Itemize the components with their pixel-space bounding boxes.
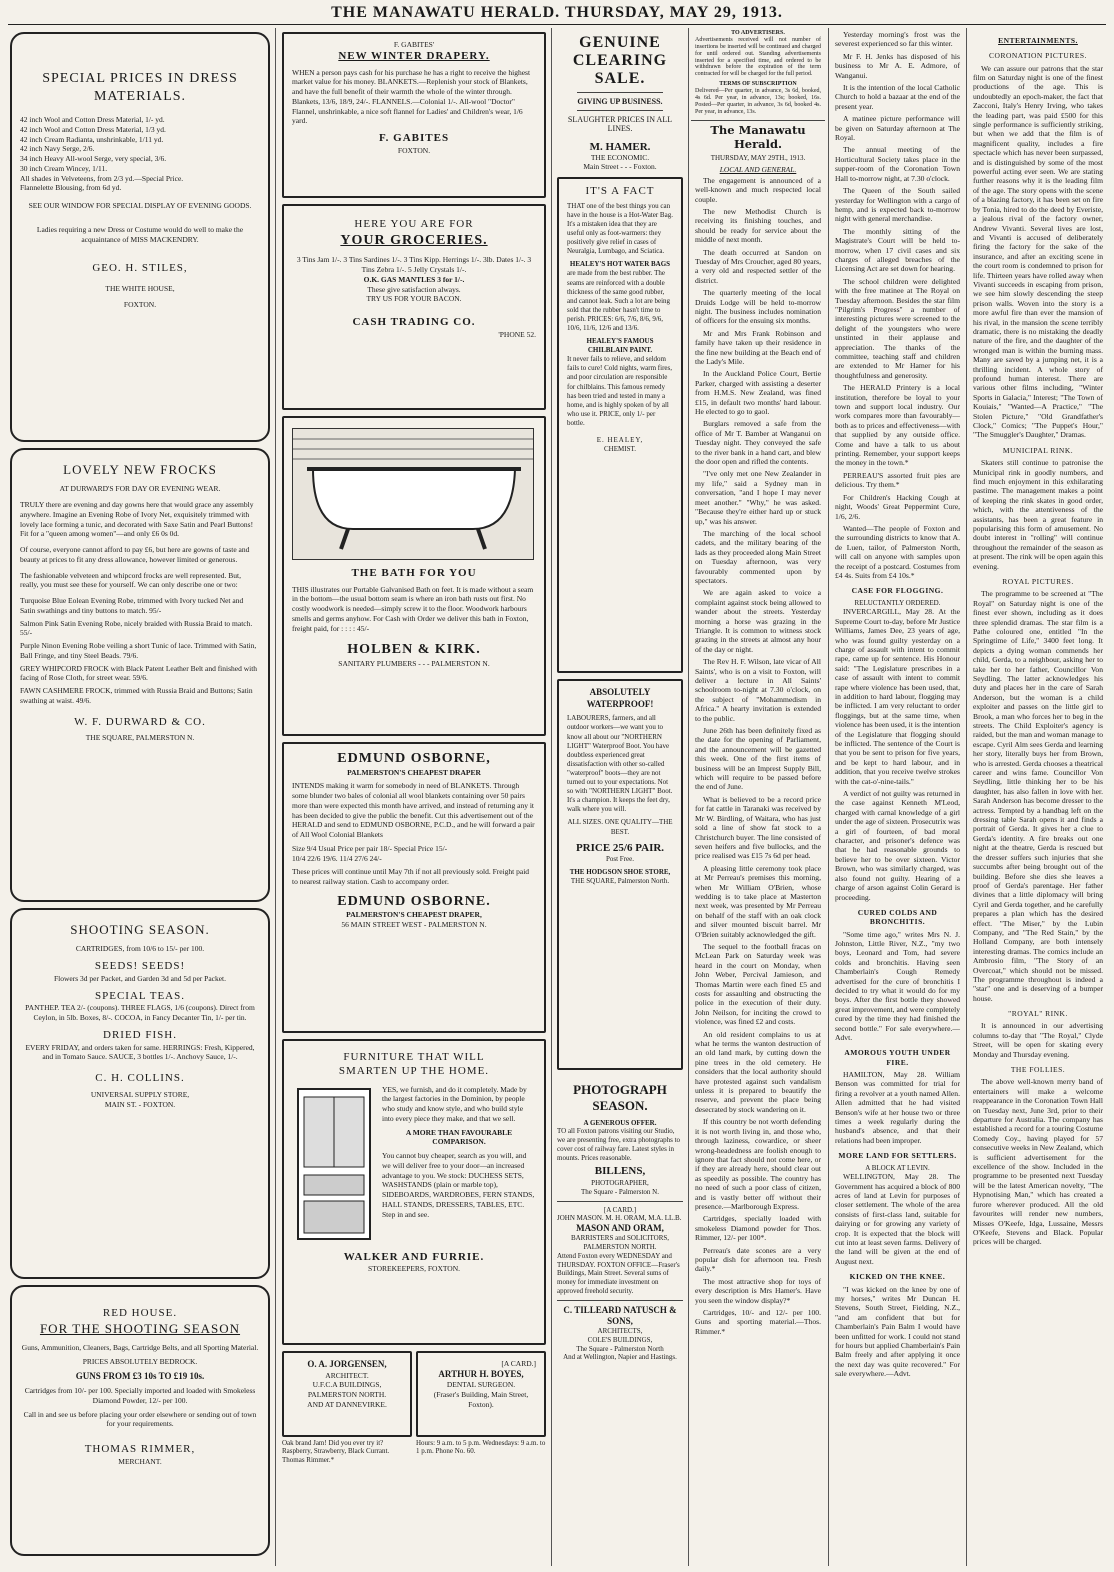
ad-rimmer bbox=[10, 1285, 270, 1556]
news-paragraph: PERREAU'S assorted fruit pies are delicious. Try them.* bbox=[835, 470, 960, 490]
ad-text: TRY US FOR YOUR BACON. bbox=[366, 294, 462, 304]
news-paragraph: The monthly sitting of the Magistrate's Court will be held to-morrow, when 17 civil cases and six charges of alleged breaches of the Licensing Act are set down for hearing. bbox=[835, 226, 960, 274]
shop-name: THE ECONOMIC. bbox=[590, 153, 650, 162]
news-paragraph: Mr F. H. Jenks has disposed of his business to Mr A. E. Admore, of Wanganui. bbox=[835, 51, 960, 80]
column-1 bbox=[8, 28, 272, 1566]
ad-cash-trading bbox=[282, 204, 546, 410]
town: FOXTON. bbox=[123, 299, 157, 309]
ad-text: Cartridges from 10/- per 100. Specially imported and loaded with Smokeless Diamond Powder, 12/- per 100. bbox=[24, 1386, 256, 1405]
paragraph: TRULY there are evening and day gowns here that would grace any assembly anywhere. Imagine an Evening Robe of Ivory Net, exquisitely trimmed with lovely lace forming a tunic, and decorated with Saxe Satin and Pearl Buttons! Fit for a "queen among women"—and only £6 0s 0d. bbox=[20, 500, 254, 539]
address: COLE'S BUILDINGS, bbox=[587, 1335, 653, 1344]
address: Main Street - - - Foxton. bbox=[583, 162, 657, 171]
list-item: 42 inch Wool and Cotton Dress Material, 1/3 yd. bbox=[20, 124, 166, 134]
column-6 bbox=[969, 28, 1107, 1566]
advertisers-notice bbox=[691, 28, 825, 118]
card-label: [A CARD.] bbox=[603, 1205, 637, 1214]
advertiser-name: HOLBEN & KIRK. bbox=[347, 642, 481, 658]
news-paragraph: What is believed to be a record price for fat cattle in Taranaki was received by Mr W. Birdling, of Waitara, who has just sold a line of show fat stock to a Christchurch buyer. The line consisted of seven heifers and five bullocks, and the price realised was £15 7s 6d per head. bbox=[695, 794, 821, 861]
address: THE SQUARE, Palmerston North. bbox=[570, 877, 670, 886]
list-item: 34 inch Heavy All-wool Serge, very special, 3/6. bbox=[20, 154, 167, 163]
ad-text: THIS illustrates our Portable Galvanised Bath on feet. It is made without a seam in the bottom—the usual bottom seam is where an iron bath rusts out first. No costly woodwork is needed—simply screw it to the floor. Woodwork harbours smells and germs anyhow. For Cash with Order we deliver this bath in Foxton, freight paid, for : : : : 45/- bbox=[292, 584, 534, 633]
card-label: [A CARD.] bbox=[501, 1359, 536, 1368]
ad-gabites bbox=[282, 32, 546, 198]
news-paragraph: Perreau's date scones are a very popular dish for afternoon tea. Fresh daily.* bbox=[695, 1245, 821, 1274]
ad-text: INTENDS making it warm for somebody in need of BLANKETS. Through some blunder two bales of colonial all wool blankets containing over 50 pairs more than were expected this month have arrived, and instead of returning any it has been decided to give the public the benefit. Cut this advertisement out of the HERALD and send to EDMUND OSBORNE, P.C.D., and he will forward a pair of All Wool Colonial Blankets bbox=[292, 781, 535, 839]
ad-subtitle: AT DURWARD'S FOR DAY OR EVENING WEAR. bbox=[59, 484, 221, 494]
news-paragraph: Cartridges, 10/- and 12/- per 100. Guns and sporting material.—Thos. Rimmer.* bbox=[695, 1308, 821, 1336]
ad-text: It never fails to relieve, and seldom fails to cure! Cold nights, warm fires, and poor circulation are responsible for chilblains. This famous remedy has been tried and tested in many a home, and is highly spoken of by all who use it. PRICE, only 1/- per bottle. bbox=[567, 355, 672, 427]
paper-title: The Manawatu Herald. bbox=[710, 122, 806, 151]
role: CHEMIST. bbox=[604, 445, 636, 454]
ad-title: ABSOLUTELY WATERPROOF! bbox=[586, 687, 654, 709]
address: And at Wellington, Napier and Hastings. bbox=[563, 1353, 677, 1362]
bathtub-illustration bbox=[292, 428, 534, 560]
ad-text: YES, we furnish, and do it completely. Made by the largest factories in the Dominion, by people who study and know style, and who build style into every piece they make, and that we sell. bbox=[382, 1084, 527, 1123]
role: ARCHITECTS, bbox=[597, 1327, 643, 1335]
column-divider bbox=[275, 28, 276, 1566]
sizes-line: ALL SIZES. ONE QUALITY—THE BEST. bbox=[567, 818, 673, 836]
article-text: "I was kicked on the knee by one of my horses," writes Mr Duncan H. Stevens, South Street, Fielding, N.Z., "and am confident that but for Chamberlain's Pain Balm I would have been unfitted for work. I could not stand for hours but applied Chamberlain's Pain Balm freely and after applying it once the next day was quite recovered." For sale everywhere.—Advt. bbox=[835, 1284, 960, 1379]
section-heading: DRIED FISH. bbox=[103, 1028, 177, 1041]
news-paragraph: An old resident complains to us at what he terms the wanton destruction of an old land mark, by cutting down the pine trees in the old cemetery. He considers that the local authority should have protested against such vandalism unless it is prepared to beautify the reserve, and prevent the place being desecrated by stock wandering on it. bbox=[695, 1029, 821, 1114]
article-text: We can assure our patrons that the star film on Saturday night is one of the finest productions of the age. This is undoubtedly an epoch-maker, the fact that Zacconi, Italy's Henry Irving, who takes the leading part, was paid £500 for this single performance is sufficiently striking, but when we add that the film is of magnificent quality, includes a fire spectacle which has never been surpassed, and is distinguished by some of the most powerful acting ever seen. We are stating further reasons why it is the leading film of the age. The story opens with the scene of a blazing factory, it has been set on fire by Tonia, hired to do the deed by Everiste, a jealous rival of the factory owner, Andrew Vivanti. Several lives are lost, and Vivanti is accused of deliberately firing the factory for the sake of the insurance, and after an exciting scene in the court room is condemned to prison for life. Thirteen years have rolled away when Vivanti succeeds in escaping from prison, we see him slowly descending the steep prison walls. Woven into the story is a more awful fire than ever the mansion of his rival, in the mansion the scene terribly dramatic, there is no mistaking the deadly nature of the fire, and the daughter of the wronged man is within the burning mass. Many are saved by a jumping net, it is a thrilling incident. A whole story of profound human interest. There are various other films including, "Winter Sports in Galacia," Interest; "The Town of Kouiais," "Wanted—A Practice," "The Stolen Picture," "Old Grandfather's Clock," Comics; "The Puppet's Hour," "The Smuggler's Daughter," Dramas. bbox=[973, 63, 1103, 440]
article-heading: "ROYAL" RINK. bbox=[1008, 1009, 1068, 1019]
news-paragraph: Yesterday morning's frost was the severest experienced so far this winter. bbox=[835, 30, 960, 49]
ad-title: RED HOUSE. bbox=[102, 1307, 178, 1319]
ad-text: THAT one of the best things you can have in the house is a Hot-Water Bag. It's a mistaken idea that they are useful only as foot-warmers: they positively give relief in cases of Neuralgia, Lumbago, and Sciatica. bbox=[567, 201, 673, 256]
ad-subheading: HEALEY'S FAMOUS CHILBLAIN PAINT. bbox=[586, 337, 654, 355]
list-item: Salmon Pink Satin Evening Robe, nicely braided with Russia Braid to match. 55/- bbox=[20, 618, 253, 638]
advertiser-name: W. F. DURWARD & CO. bbox=[74, 715, 206, 728]
advertiser-name: THOMAS RIMMER, bbox=[84, 1443, 196, 1456]
article-text: The above well-known merry band of entertainers will make a welcome reappearance in the Coronation Town Hall on Tuesday next, June 3rd, prior to their departure for Australia. The company has established a record for a touring Costume Comedy Coy., having played for 57 consecutive weeks in New Zealand, which is sufficient advertisement for the excellence of the show. Included in the programme to be presented next Tuesday will be the latest American novelty, "The Hypnotising Man," which has created a furore wherever produced. All the old favourites will render new numbers, Misses O'Keefe, Idga, Lussaine, Messrs O'Keefe, Stevens and Black. Popular prices will be charged. bbox=[973, 1077, 1103, 1247]
article-heading: MUNICIPAL RINK. bbox=[1002, 445, 1074, 455]
address: SANITARY PLUMBERS - - - PALMERSTON N. bbox=[338, 658, 490, 668]
ad-title: SPECIAL PRICES IN DRESS MATERIALS. bbox=[42, 71, 238, 104]
news-paragraph: The quarterly meeting of the local Druids Lodge will be held to-morrow night. The business includes nomination of officers for the ensuing six months. bbox=[695, 288, 821, 326]
role: BARRISTERS and SOLICITORS, PALMERSTON NORTH. bbox=[570, 1234, 670, 1251]
guns-line: GUNS FROM £3 10s TO £19 10s. bbox=[75, 1370, 205, 1381]
advertiser-name: E. HEALEY, bbox=[596, 436, 644, 444]
list-item: All shades in Velveteens, from 2/3 yd.—Special Price. bbox=[20, 173, 184, 183]
ad-text: TO all Foxton patrons visiting our Studio, we are presenting free, extra photographs to cover cost of railway fare. Latest styles in mounts. Prices reasonable. bbox=[557, 1127, 681, 1162]
article-text: Skaters still continue to patronise the Municipal rink in goodly numbers, and find much enjoyment in this exhilarating pastime. The management makes a point of keeping the rink skates in good order, which, with the attentiveness of the assistants, has been a great feature in popularising this form of amusement. No doubt interest in "rolling" will continue throughout the remainder of the season as at present. The rink will be open again this evening. bbox=[973, 458, 1103, 571]
article-heading: CURED COLDS AND BRONCHITIS. bbox=[857, 907, 938, 927]
ladies-note: Ladies requiring a new Dress or Costume would do well to make the acquaintance of MISS MACKENDRY. bbox=[36, 224, 244, 244]
article-text: WELLINGTON, May 28. The Government has acquired a block of 800 acres of land at Levin for purposes of closer settlement. The whole of the area consists of first-class land, suitable for dairying or for growing any variety of crop. It is expected that the block will cut into at least seven farms. Delivery of the land will be given at the end of August next. bbox=[835, 1172, 960, 1266]
news-paragraph: For Children's Hacking Cough at night, Woods' Great Peppermint Cure, 1/6, 2/6. bbox=[835, 492, 960, 521]
news-paragraph: In the Auckland Police Court, Bertie Parker, charged with assisting a deserter from H.M.S. New Zealand, was fined £15, in default two months' hard labour. He elected to go to gaol. bbox=[695, 369, 821, 417]
ad-title: HERE YOU ARE FOR bbox=[354, 218, 474, 230]
paragraph: The fashionable velveteen and whipcord frocks are well represented. But, really, you must see these for yourself. We can only describe one or two: bbox=[20, 570, 241, 590]
news-paragraph: The annual meeting of the Horticultural Society takes place in the supper-room of the Coronation Town Hall to-morrow night, at 7.30 o'clock. bbox=[835, 145, 960, 183]
notice-heading: TO ADVERTISERS. bbox=[731, 30, 785, 36]
ad-subtitle: NEW WINTER DRAPERY. bbox=[338, 49, 490, 62]
ad-title: F. GABITES' bbox=[393, 40, 435, 49]
article-heading: CASE FOR FLOGGING. bbox=[851, 586, 944, 596]
column-3 bbox=[555, 28, 685, 1566]
news-paragraph: The marching of the local school cadets, and the military bearing of the lads as they proceeded along Main Street on Tuesday afternoon, was very favourably commented upon by spectators. bbox=[695, 528, 821, 585]
list-item: 42 inch Wool and Cotton Dress Material, 1/- yd. bbox=[20, 115, 165, 124]
names: JOHN MASON. M. H. ORAM, M.A. LL.B. bbox=[557, 1214, 682, 1223]
article-text: "Some time ago," writes Mrs N. J. Johnston, Little River, N.Z., "my two boys, Leonard and Tom, had severe colds and bronchitis. Having seen Chamberlain's Cough Remedy advertised for the cure of bronchitis I decided to try what it would do for my boys. After the first bottle they showed great improvement, and were completely cured by the time they had finished the second bottle." For sale everywhere.—Advt. bbox=[835, 929, 960, 1042]
ad-title: GENUINE CLEARING SALE. bbox=[572, 34, 668, 87]
section-text: PANTHEP. TEA 2/- (coupons). THREE FLAGS, 1/6 (coupons). Direct from Ceylon, in 5lb. Boxes, 8/-. COCOA, in Fancy Decanter Tin, 1/- per tin. bbox=[25, 1003, 255, 1022]
news-paragraph: If this country be not worth defending it is not worth living in, and those who, through laziness, cowardice, or sheer wrong-headedness are foolish enough to ignore that fact should not come here, or if they are already here, should clear out as speedily as possible. The country has no need of such a poor class of citizen, and is vastly better off without their presence.—Marlborough Express. bbox=[695, 1117, 821, 1211]
column-divider bbox=[828, 28, 829, 1566]
role: ARCHITECT. bbox=[325, 1370, 369, 1380]
list-item: Purple Ninon Evening Robe veiling a short Tunic of lace. Trimmed with Satin, Ball Fringe, and tiny Steel Beads. 79/6. bbox=[20, 641, 257, 660]
shop-name: THE WHITE HOUSE, bbox=[105, 284, 175, 293]
news-paragraph: It is the intention of the local Catholic Church to hold a bazaar at the end of the present year. bbox=[835, 83, 960, 111]
ad-hodgson bbox=[557, 679, 683, 1070]
paragraph: Of course, everyone cannot afford to pay £6, but here are gowns of taste and beauty at prices to fit any dress allowance, however limited or generous. bbox=[20, 545, 250, 564]
ad-subtitle: PALMERSTON'S CHEAPEST DRAPER, bbox=[346, 910, 482, 920]
ad-title: SHOOTING SEASON. bbox=[70, 922, 210, 937]
list-item: Flannelette Blousing, from 6d yd. bbox=[20, 183, 122, 193]
ad-healey bbox=[557, 177, 683, 673]
ad-subtitle: FOR THE SHOOTING SEASON bbox=[39, 1320, 241, 1336]
cabinet-illustration bbox=[292, 1085, 376, 1245]
column-divider bbox=[551, 28, 552, 1566]
ad-title: PHOTOGRAPH SEASON. bbox=[573, 1082, 667, 1114]
issue-date: THURSDAY, MAY 29TH., 1913. bbox=[710, 153, 806, 162]
news-paragraph: Cartridges, specially loaded with smokeless Diamond powder for Thos. Rimmer, 12/- per 100*. bbox=[695, 1214, 821, 1243]
advertiser-name: M. HAMER. bbox=[589, 141, 651, 153]
advertiser-name: THE HODGSON SHOE STORE, bbox=[569, 867, 671, 876]
notice-heading: TERMS OF SUBSCRIPTION bbox=[719, 81, 797, 88]
address: AND AT DANNEVIRKE. bbox=[307, 1399, 387, 1409]
notice-text: Delivered—Per quarter, in advance, 3s 6d, booked, 4s 6d. Per year, in advance, 13s; booked, 16s. Posted—Per quarter, in advance, 3s 6d, booked 4s. Per year, in advance, 13s. bbox=[695, 88, 821, 115]
article-subheading: RELUCTANTLY ORDERED. bbox=[854, 598, 941, 607]
card-boyes bbox=[416, 1351, 546, 1437]
advertiser-name: ARTHUR H. BOYES, bbox=[438, 1368, 524, 1379]
ad-text: Call in and see us before placing your order elsewhere or sending out of town for your requirements. bbox=[23, 1409, 257, 1429]
article-text: INVERCARGILL, May 28. At the Supreme Court to-day, before Mr Justice Williams, James Dee, 23 years of age, who was found guilty yesterday on a charge of assault with intent to commit rape, came up for sentence. His Honour said: "The Legislature prescribes in a case of assault with intent to commit rape where violence has been used, that, in addition to hard labour, flogging may be inflicted. I am very reluctant to order floggings, but at the same time, when violence has been used, it is the intention of the Legislature that flogging should be inflicted. The sentence of the Court is that you be sent to prison for five years, and be kept to hard labour, and in addition, that you receive twelve strokes with the cat-o'-nine-tails." bbox=[835, 607, 960, 786]
column-2 bbox=[280, 28, 548, 1566]
column-divider bbox=[966, 28, 967, 1566]
list-item: 30 inch Cream Wincey, 1/11. bbox=[20, 163, 108, 173]
ad-text: 3 Tins Jam 1/-. 3 Tins Sardines 1/-. 3 Tins Kipp. Herrings 1/-. 3lb. Dates 1/-. 3 Tins Zebra 1/-. 5 Jelly Crystals 1/-. bbox=[296, 255, 532, 274]
address: 56 MAIN STREET WEST - PALMERSTON N. bbox=[341, 920, 487, 929]
ad-collins bbox=[10, 908, 270, 1279]
town: FOXTON. bbox=[397, 145, 431, 155]
masthead: THE MANAWATU HERALD. THURSDAY, MAY 29, 1913. bbox=[331, 4, 783, 21]
hours: Hours: 9 a.m. to 5 p.m. Wednesdays: 9 a.m. to 1 p.m. Phone No. 60. bbox=[416, 1439, 546, 1456]
section-heading: ENTERTAINMENTS. bbox=[998, 36, 1078, 45]
ad-title: EDMUND OSBORNE, bbox=[337, 751, 491, 766]
ad-subtitle: SMARTEN UP THE HOME. bbox=[338, 1064, 490, 1077]
ad-text: You cannot buy cheaper, search as you will, and we will deliver free to your door—an increased advantage to you. We stock: DUCHESS SETS, WASHSTANDS (plain or marble top), SIDEBOARDS, WARDROBES, FERN STANDS, HALL STANDS, DRESSERS, TABLES, ETC. Step in and see. bbox=[382, 1151, 535, 1219]
local-news bbox=[691, 174, 825, 1342]
item-list bbox=[20, 115, 260, 193]
ad-hamer bbox=[555, 28, 685, 173]
ad-durward bbox=[10, 448, 270, 902]
address: The Square - Palmerston North bbox=[576, 1344, 664, 1353]
ad-subheading: A MORE THAN FAVOURABLE COMPARISON. bbox=[405, 1127, 513, 1147]
section-heading: LOCAL AND GENERAL. bbox=[719, 164, 797, 174]
article-heading: KICKED ON THE KNEE. bbox=[849, 1272, 946, 1282]
article-subheading: A BLOCK AT LEVIN. bbox=[865, 1163, 930, 1172]
window-note: SEE OUR WINDOW FOR SPECIAL DISPLAY OF EVENING GOODS. bbox=[28, 201, 252, 210]
post-line: Post Free. bbox=[606, 854, 634, 863]
section-heading: SEEDS! SEEDS! bbox=[94, 960, 186, 972]
article-heading: CORONATION PICTURES. bbox=[989, 51, 1087, 61]
article-text: HAMILTON, May 28. William Benson was committed for trial for firing a revolver at a youth named Allen. Allen admitted that he had visited Benson's wife at her house two or three times a week regularly during the husband's absence, and that their relations had been improper. bbox=[835, 1069, 960, 1145]
price-line: Size 9/4 Usual Price per pair 18/- Special Price 15/- bbox=[292, 843, 448, 853]
list-item: GREY WHIPCORD FROCK with Black Patent Leather Belt and finished with facing of Rose Cloth, for street wear. 59/6. bbox=[20, 663, 258, 683]
prices-line: PRICES ABSOLUTELY BEDROCK. bbox=[82, 1356, 198, 1366]
news-paragraph: Burglars removed a safe from the office of Mr T. Bamber at Wanganui on Tuesday night. They conveyed the safe to the river bank in a hand cart, and blew the door open and rifled the contents. bbox=[695, 419, 821, 467]
advertiser-name: EDMUND OSBORNE. bbox=[337, 893, 491, 909]
news-paragraph: The sequel to the football fracas on McLean Park on Saturday week was heard in the court on Monday, when John Weber, Percival Jamieson, and Thomas Martin were each fined £5 and costs for assaulting and obstructing the police in the execution of their duty. John Neilson, for inciting the crowd to violence, was fined £2 and costs. bbox=[695, 941, 821, 1027]
news-paragraph: We are again asked to voice a complaint against stock being allowed to wander about the streets. Yesterday morning a horse was grazing in the Triangle. It is common to witness stock grazing in the streets at almost any hour of the day or night. bbox=[695, 588, 821, 654]
ad-text: These prices will continue until May 7th if not all previously sold. Freight paid to nearest railway station. Cash to accompany order. bbox=[292, 867, 530, 886]
news-paragraph: The school children were delighted with the free matinee at The Royal on Tuesday afternoon. Besides the star film "Pilgrim's Progress" a number of interesting pictures were screened to the delight of the youngsters who were unstinted in their applause and appreciation. The thanks of the committee, teaching staff and children are extended to Mr Hamer for his thoughtfulness and generosity. bbox=[835, 276, 960, 380]
advertiser-name: F. GABITES bbox=[378, 132, 450, 144]
article-text: A verdict of not guilty was returned in the case against Kenneth M'Leod, charged with carnal knowledge of a girl under the age of sixteen. Prosecutrix was a girl of fourteen, of bad moral character, and prisoner's defence was that he had reasonable grounds to believe her to be over sixteen. Victor Brown, who was similarly charged, was also found not guilty. Hearing of a charge of arson against Colin Gerard is proceeding. bbox=[835, 789, 960, 902]
ad-title: FURNITURE THAT WILL bbox=[343, 1051, 485, 1063]
article-heading: ROYAL PICTURES. bbox=[1002, 577, 1074, 587]
ad-subtitle: PALMERSTON'S CHEAPEST DRAPER bbox=[347, 767, 481, 777]
address: MAIN ST. - FOXTON. bbox=[104, 1099, 176, 1109]
ad-title: THE BATH FOR YOU bbox=[351, 566, 477, 579]
ad-subheading: HEALEY'S HOT WATER BAGS bbox=[569, 260, 671, 269]
news-paragraph: The engagement is announced of a well-known and much respected local couple. bbox=[695, 175, 821, 204]
news-paragraph: The Rev H. F. Wilson, late vicar of All Saints', who is on a visit to Foxton, will deliver a lecture in All Saints' schoolroom to-night at 7.30 o'clock, on the subject of "Mohammedism in Africa." A hearty invitation is extended to the public. bbox=[695, 657, 821, 723]
ad-title: LOVELY NEW FROCKS bbox=[63, 462, 217, 477]
address: THE SQUARE, PALMERSTON N. bbox=[85, 733, 195, 743]
ad-title: IT'S A FACT bbox=[585, 185, 655, 197]
address: (Fraser's Building, Main Street, Foxton). bbox=[433, 1390, 529, 1409]
address: The Square - Palmerston N. bbox=[581, 1187, 659, 1196]
column-4 bbox=[691, 28, 825, 1566]
cartridges-text: CARTRIDGES, from 10/6 to 15/- per 100. bbox=[75, 944, 205, 954]
ad-text: WHEN a person pays cash for his purchase he has a right to receive the highest market value for his money. BLANKETS.—Replenish your stock of Blankets, and have the full benefit of their warmth the whole of the winter through. Blankets, 13/6, 18/9, 24/-. FLANNELS.—Colonial 1/-. All-wool "Doctor" Flannel, unshrinkable, a nice soft flannel for Ladies' and Children's wear, 1/6 yard. bbox=[292, 67, 531, 126]
ad-text: Guns, Ammunition, Cleaners, Bags, Cartridge Belts, and all Sporting Material. bbox=[21, 1343, 259, 1352]
news-paragraph: The most attractive shop for toys of every description is Mrs Hamer's. Have you seen the window display?* bbox=[695, 1276, 821, 1305]
advertiser-name: C. H. COLLINS. bbox=[95, 1072, 185, 1084]
notice-text: Advertisements received will not number of insertions be inserted will be continued and charged for until ordered out. Standing advertisements inserted for a specified time, and ordered to be withdrawn before the expiration of the term contracted for will be charged for the full period. bbox=[695, 36, 821, 78]
article-heading: AMOROUS YOUTH UNDER FIRE. bbox=[844, 1048, 951, 1067]
role: PHOTOGRAPHER, bbox=[591, 1179, 649, 1187]
ad-holben-kirk bbox=[282, 416, 546, 736]
ad-subtitle: SLAUGHTER PRICES IN ALL LINES. bbox=[567, 115, 673, 133]
local-news-continued bbox=[831, 28, 964, 1384]
mantles-line: O.K. GAS MANTLES 3 for 1/-. bbox=[363, 274, 465, 284]
ad-subtitle: A GENEROUS OFFER. bbox=[583, 1118, 657, 1127]
advertiser-name: O. A. JORGENSEN, bbox=[307, 1359, 387, 1369]
ad-text: These give satisfaction always. bbox=[367, 284, 461, 294]
section-text: EVERY FRIDAY, and orders taken for same. HERRINGS: Fresh, Kippered, and in Tomato Sauce. SAUCE, 3 bottles 1/-. Anchovy Sauce, 1/-. bbox=[25, 1042, 255, 1062]
address: U.F.C.A BUILDINGS, PALMERSTON NORTH. bbox=[307, 1380, 387, 1400]
ad-osborne bbox=[282, 742, 546, 1033]
ad-walker-furrie bbox=[282, 1039, 546, 1345]
cards-row bbox=[282, 1351, 546, 1437]
news-paragraph: The HERALD Printery is a local institution, therefore be loyal to your town and support local industry. Our work compares more than favourably—both as to prices and effectiveness—with that supplied by any outside office. Come and have a talk to us about printing. Remember, your support keeps the money in the town.* bbox=[835, 383, 960, 468]
section-text: Flowers 3d per Packet, and Garden 3d and 5d per Packet. bbox=[53, 973, 227, 983]
role: DENTAL SURGEON. bbox=[446, 1380, 516, 1390]
advertiser-name: BILLENS, bbox=[594, 1165, 646, 1178]
list-item: Turquoise Blue Eolean Evening Robe, trimmed with Ivory tucked Net and Satin swathings and tiny buttons to match. 95/- bbox=[20, 596, 244, 615]
ad-stiles bbox=[10, 32, 270, 442]
news-paragraph: Wanted—The people of Foxton and the surrounding districts to know that A. de Luen, tailor, of Palmerston North, will call on anyone with samples upon the receipt of a postcard. Costumes from £4 4s. Suits from £4 10s.* bbox=[835, 523, 960, 580]
advertiser-name: C. TILLEARD NATUSCH & SONS, bbox=[563, 1304, 677, 1326]
ad-subtitle: GIVING UP BUSINESS. bbox=[577, 97, 663, 106]
advertiser-name: CASH TRADING CO. bbox=[352, 316, 476, 328]
list-item: 42 inch Cream Radianta, unshrinkable, 1/11 yd. bbox=[20, 134, 164, 144]
list-item: FAWN CASHMERE FROCK, trimmed with Russia Braid and Buttons; Satin swathing at waist. 49/6. bbox=[20, 686, 253, 705]
role: STOREKEEPERS, FOXTON. bbox=[367, 1264, 461, 1274]
jam-notice: Oak brand Jam! Did you ever try it? Raspberry, Strawberry, Black Currant. Thomas Rimmer.* bbox=[282, 1439, 390, 1464]
news-paragraph: The Queen of the South sailed yesterday for Wellington with a cargo of hemp, and is expected back to-morrow night with general merchandise. bbox=[835, 186, 960, 224]
card-jorgensen bbox=[282, 1351, 412, 1437]
masthead-rule bbox=[8, 24, 1106, 25]
column-5 bbox=[831, 28, 964, 1566]
news-paragraph: A matinee picture performance will be given on Saturday afternoon at The Royal. bbox=[835, 114, 960, 143]
article-text: It is announced in our advertising columns to-day that "The Royal," Clyde Street, will be open for skating every Monday and Thursday evening. bbox=[973, 1021, 1103, 1059]
ad-subtitle: YOUR GROCERIES. bbox=[340, 232, 488, 248]
news-paragraph: The new Methodist Church is receiving its finishing touches, and should be ready for service about the middle of next month. bbox=[695, 206, 821, 245]
article-text: The programme to be screened at "The Royal" on Saturday night is one of the finest ever shown, including as it does three splendid dramas. The star film is a Pathe coloured one, entitled "In the Springtime of Life," 3400 feet long. It depicts a dying woman commends her child, Gerda, to a neighbour, asking her to take her to her father, Councillor Von Seydling. The latter acknowledges his duty and places her in the care of Sarah Anderson, but the woman is a child exploiter and passes on the little girl to Brook, a man who forces her to beg in the streets. The Child Exploiter's agency is raided, but the man and woman manage to escape. Cyril Alm sees Gerda and learning her story, literally buys her from Brown, who is arrested. Gerda chooses a theatrical career and wins fame. Councillor Von Seydling, little thinking her to be his daughter, has also fallen in love with her. Sarah Anderson has become dresser to the actress. Tempted by a handbag left on the dressing table Sarah opens it and finds a portrait of Gerda. It gives her a clue to Gerda's identity. A fire breaks out one night at the theatre, Gerda is rescued but the dresser suffers such injuries that she succumbs after being brought out of the building. Before she dies she leaves a proof of Gerda's parentage. Her father divines that a little diplomacy will bring Cyril and Gerda together, and he carefully prepares a plan which has the desired effect. "The Miser," by the Lubin Company, and "The Red Stain," by the Holland Company, are both intensely interesting dramas. The comics include an Ambrosio film, "The Story of an Overcoat," which should not be missed. The programme throughout is indeed a "star" one and is deserving of a bumper house. bbox=[973, 589, 1103, 1003]
article-heading: THE FOLLIES. bbox=[1010, 1065, 1066, 1075]
price-line: PRICE 25/6 PAIR. bbox=[575, 841, 665, 854]
advertiser-name: WALKER AND FURRIE. bbox=[343, 1250, 485, 1263]
news-paragraph: The death occurred at Sandon on Tuesday of Mrs Croucher, aged 80 years, a very old and respected settler of the district. bbox=[695, 247, 821, 285]
entertainments bbox=[969, 28, 1107, 1252]
section-heading: SPECIAL TEAS. bbox=[94, 989, 185, 1002]
ad-text: Attend Foxton every WEDNESDAY and THURSDAY. FOXTON OFFICE—Fraser's Buildings, Main Street. Several sums of money for immediate investment on approved freehold security. bbox=[557, 1251, 680, 1295]
store-name: UNIVERSAL SUPPLY STORE, bbox=[90, 1089, 190, 1099]
ad-text: are made from the best rubber. The seams are reinforced with a double thickness of the same good rubber, and cannot leak. Such a lot are being sold that the rubber hasn't time to perish. PRICES: 6/6, 7/6, 8/6, 9/6, 10/6, 11/6, 12/6 and 13/6. bbox=[567, 269, 671, 332]
article-heading: MORE LAND FOR SETTLERS. bbox=[838, 1151, 957, 1161]
column-divider bbox=[688, 28, 689, 1566]
news-paragraph: Mr and Mrs Frank Robinson and family have taken up their residence in the fine new building at the Beach end of the Lady's Mile. bbox=[695, 328, 821, 366]
news-paragraph: A pleasing little ceremony took place at Mr Perreau's premises this morning, when Mr William O'Brien, whose wedding is to take place at Masterton next week, was presented by Mr Perreau on behalf of the staff with an oak clock and silver mounted biscuit barrel. Mr O'Brien suitably acknowledged the gift. bbox=[695, 863, 821, 939]
ad-billens bbox=[555, 1076, 685, 1364]
advertiser-name: GEO. H. STILES, bbox=[92, 262, 188, 275]
ad-text: LABOURERS, farmers, and all outdoor workers—we want you to know all about our "NORTHERN LIGHT" Waterproof Boot. You have doubtless experienced great dissatisfaction with other so-called "waterproof" boots—they are not turned out to your expectations. Not so with "NORTHERN LIGHT" Boot. It's a champion. It keeps the feet dry, walk where you will. bbox=[567, 714, 673, 814]
news-paragraph: "I've only met one New Zealander in my life," said a Sydney man in conversation, "and I hope I may never meet another." "Why," he was asked. "Because they're either hard up or stuck up," was his answer. bbox=[695, 469, 821, 526]
news-paragraph: June 26th has been definitely fixed as the date for the opening of Parliament, and the announcement will be gazetted this week. One of the first items of business will be an Imprest Supply Bill, which will require to be passed before the end of June. bbox=[695, 726, 821, 792]
advertiser-name: MASON AND ORAM, bbox=[576, 1223, 664, 1233]
list-item: 42 inch Navy Serge, 2/6. bbox=[20, 144, 95, 154]
price-line: 10/4 22/6 19/6. 11/4 27/6 24/- bbox=[292, 853, 382, 863]
role: MERCHANT. bbox=[118, 1456, 162, 1466]
phone: 'PHONE 52. bbox=[498, 329, 536, 339]
